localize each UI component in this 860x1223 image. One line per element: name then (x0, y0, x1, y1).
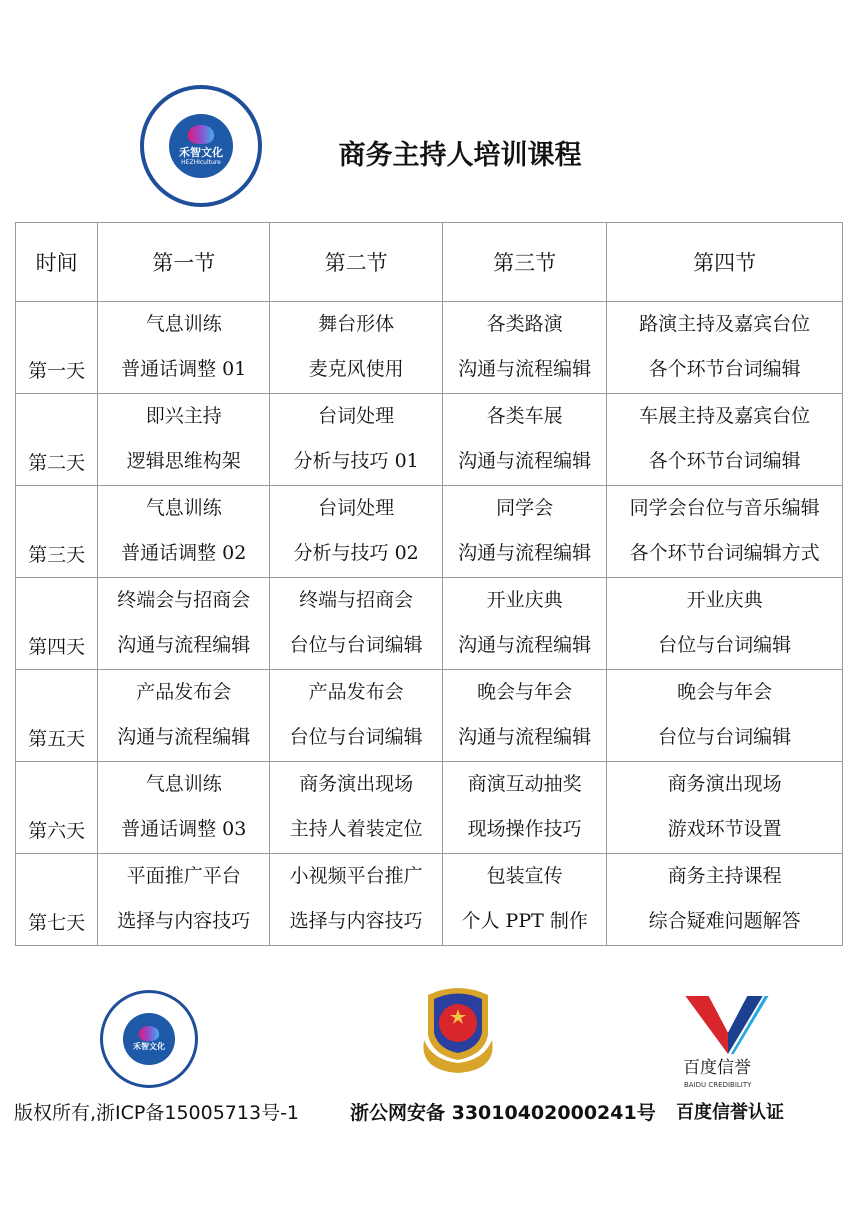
session-cell (270, 302, 443, 394)
session-cell (443, 670, 607, 762)
session-topic: 即兴主持 (145, 405, 222, 427)
logo-brand: HEZHIculture (181, 159, 221, 167)
day-label: 第三天 (16, 486, 98, 578)
session-detail: 台位与台词编辑 (289, 726, 423, 748)
column-header: 第三节 (443, 223, 607, 302)
baidu-credibility-logo (684, 996, 770, 1054)
session-cell (443, 394, 607, 486)
session-cell (98, 670, 270, 762)
session-cell (443, 486, 607, 578)
session-topic: 台词处理 (318, 497, 395, 519)
session-cell (607, 762, 843, 854)
logo-cn-name: 禾智文化 (178, 146, 223, 160)
page-title: 商务主持人培训课程 (338, 140, 582, 171)
session-cell (98, 762, 270, 854)
session-topic: 产品发布会 (308, 681, 404, 703)
table-row (16, 394, 843, 486)
session-detail: 台位与台词编辑 (289, 634, 423, 656)
police-emblem-icon (414, 985, 502, 1075)
session-detail: 沟通与流程编辑 (458, 634, 592, 656)
session-topic: 舞台形体 (318, 313, 395, 335)
session-detail: 现场操作技巧 (467, 818, 582, 840)
session-cell (270, 578, 443, 670)
session-cell (270, 854, 443, 946)
session-topic: 气息训练 (145, 313, 222, 335)
day-label: 第五天 (16, 670, 98, 762)
session-detail: 个人 PPT 制作 (461, 910, 588, 932)
session-topic: 商务主持课程 (667, 865, 782, 887)
session-detail: 沟通与流程编辑 (458, 450, 592, 472)
session-topic: 包装宣传 (486, 865, 563, 887)
session-cell (270, 394, 443, 486)
session-topic: 商务演出现场 (299, 773, 414, 795)
column-header: 第二节 (270, 223, 443, 302)
session-topic: 晚会与年会 (677, 681, 773, 703)
session-topic: 小视频平台推广 (289, 865, 423, 887)
session-topic: 台词处理 (318, 405, 395, 427)
footer-company-seal-logo (100, 990, 198, 1088)
session-detail: 沟通与流程编辑 (458, 726, 592, 748)
session-detail: 选择与内容技巧 (289, 910, 423, 932)
session-detail: 沟通与流程编辑 (458, 358, 592, 380)
copyright-text: 版权所有,浙ICP备15005713号-1 (14, 1102, 300, 1124)
session-detail: 沟通与流程编辑 (117, 634, 251, 656)
session-detail: 普通话调整 02 (121, 542, 247, 564)
session-cell (98, 578, 270, 670)
session-detail: 普通话调整 03 (121, 818, 247, 840)
session-cell (607, 854, 843, 946)
session-detail: 各个环节台词编辑方式 (629, 542, 820, 564)
session-topic: 同学会 (496, 497, 554, 519)
session-topic: 气息训练 (145, 773, 222, 795)
session-cell (98, 302, 270, 394)
day-label: 第七天 (16, 854, 98, 946)
table-row (16, 762, 843, 854)
session-topic: 开业庆典 (486, 589, 563, 611)
session-cell (443, 854, 607, 946)
session-cell (443, 762, 607, 854)
session-cell (607, 302, 843, 394)
session-topic: 车展主持及嘉宾台位 (639, 405, 811, 427)
day-label: 第六天 (16, 762, 98, 854)
session-detail: 分析与技巧 01 (293, 450, 419, 472)
session-detail: 沟通与流程编辑 (458, 542, 592, 564)
session-detail: 选择与内容技巧 (117, 910, 251, 932)
baidu-cert-text: 百度信誉认证 (676, 1102, 784, 1123)
session-cell (443, 578, 607, 670)
session-detail: 麦克风使用 (308, 358, 404, 380)
session-topic: 路演主持及嘉宾台位 (639, 313, 811, 335)
session-topic: 各类车展 (486, 405, 563, 427)
session-cell (607, 578, 843, 670)
session-topic: 商演互动抽奖 (467, 773, 582, 795)
footer-logo-cn-name: 禾智文化 (132, 1042, 165, 1052)
session-detail: 分析与技巧 02 (293, 542, 419, 564)
day-label: 第二天 (16, 394, 98, 486)
session-detail: 逻辑思维构架 (126, 450, 241, 472)
session-detail: 沟通与流程编辑 (117, 726, 251, 748)
day-label: 第四天 (16, 578, 98, 670)
table-row (16, 302, 843, 394)
police-record-text: 浙公网安备 33010402000241号 (350, 1102, 656, 1124)
swirl-icon (139, 1026, 160, 1041)
session-cell (607, 394, 843, 486)
session-cell (98, 854, 270, 946)
session-cell (607, 486, 843, 578)
baidu-logo-cn: 百度信誉 (683, 1058, 751, 1078)
session-cell (98, 394, 270, 486)
session-topic: 晚会与年会 (477, 681, 573, 703)
table-row (16, 854, 843, 946)
session-topic: 产品发布会 (136, 681, 232, 703)
session-cell (270, 670, 443, 762)
session-cell (98, 486, 270, 578)
session-topic: 终端会与招商会 (117, 589, 251, 611)
session-topic: 同学会台位与音乐编辑 (629, 497, 820, 519)
session-cell (607, 670, 843, 762)
session-cell (443, 302, 607, 394)
table-row (16, 578, 843, 670)
session-topic: 平面推广平台 (126, 865, 241, 887)
session-detail: 各个环节台词编辑 (648, 358, 801, 380)
session-detail: 主持人着装定位 (289, 818, 423, 840)
session-topic: 各类路演 (486, 313, 563, 335)
column-header: 第四节 (607, 223, 843, 302)
session-detail: 综合疑难问题解答 (648, 910, 801, 932)
session-cell (270, 486, 443, 578)
session-detail: 台位与台词编辑 (658, 634, 792, 656)
baidu-logo-en: BAIDU CREDIBILITY (684, 1081, 752, 1089)
column-header: 第一节 (98, 223, 270, 302)
table-row (16, 486, 843, 578)
session-topic: 终端与招商会 (299, 589, 414, 611)
session-detail: 普通话调整 01 (121, 358, 247, 380)
session-detail: 台位与台词编辑 (658, 726, 792, 748)
session-topic: 商务演出现场 (667, 773, 782, 795)
course-table (15, 222, 843, 946)
session-detail: 各个环节台词编辑 (648, 450, 801, 472)
session-cell (270, 762, 443, 854)
column-header: 时间 (16, 223, 98, 302)
day-label: 第一天 (16, 302, 98, 394)
session-topic: 开业庆典 (686, 589, 763, 611)
table-row (16, 670, 843, 762)
session-topic: 气息训练 (145, 497, 222, 519)
session-detail: 游戏环节设置 (667, 818, 782, 840)
